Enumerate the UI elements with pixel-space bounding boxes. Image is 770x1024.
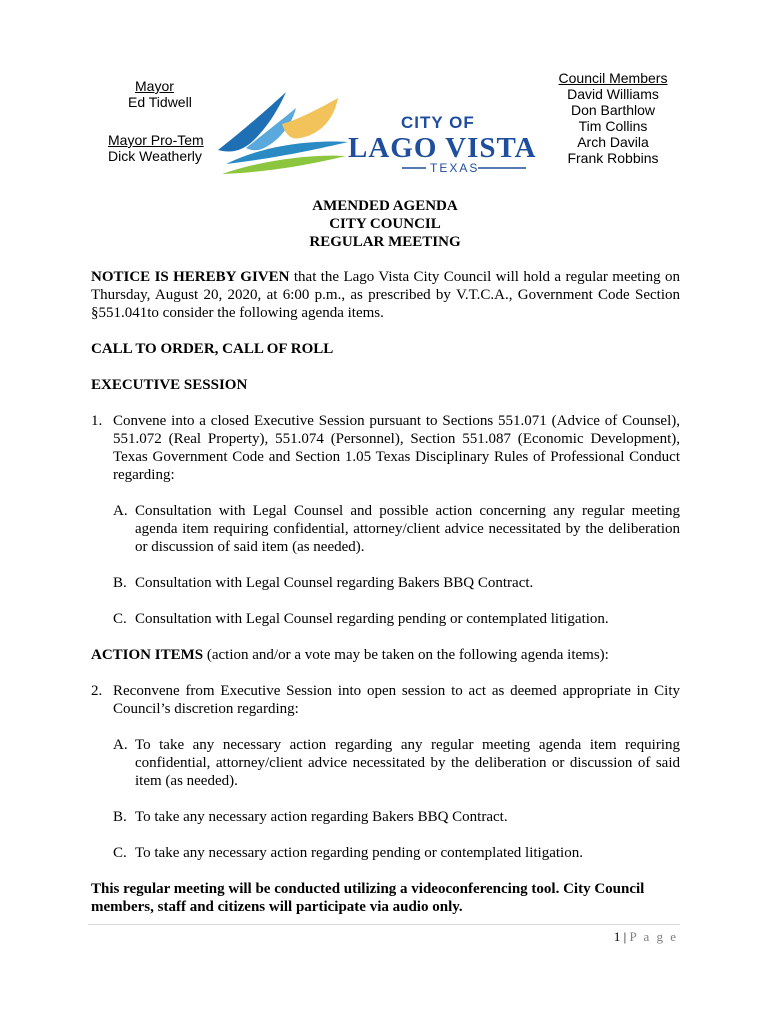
footer-divider — [88, 924, 680, 925]
agenda-title — [0, 197, 770, 251]
item-number: 2. — [91, 683, 103, 699]
agenda-body — [91, 268, 680, 916]
page-number: 1 — [613, 929, 621, 944]
notice-text: that the Lago Vista City Council will hold a regular meeting on Thursday, August 20, 2020, at 6:00 p.m., as prescribed by V.T.C.A., Government Code Section §551.041to consider the following agenda items. — [91, 269, 681, 321]
title-line-3: REGULAR MEETING — [309, 234, 461, 250]
logo-city-of: CITY OF — [401, 113, 475, 132]
council-member: Arch Davila — [577, 134, 649, 150]
call-to-order: CALL TO ORDER, CALL OF ROLL — [91, 341, 334, 357]
council-member: Frank Robbins — [567, 150, 659, 166]
officials-left — [108, 78, 218, 164]
executive-session-heading: EXECUTIVE SESSION — [91, 377, 248, 393]
agenda-subitem: A. To take any necessary action regarding any regular meeting agenda item requiring confidential, attorney/client advice necessitated by the deliberation or discussion of said item (as needed). — [113, 737, 680, 789]
council-title: Council Members — [558, 70, 668, 86]
agenda-item-2 — [91, 682, 680, 718]
logo-blue-swoosh — [218, 92, 286, 152]
mayor-pro-tem-title: Mayor Pro-Tem — [108, 132, 204, 148]
mayor-pro-tem-name: Dick Weatherly — [108, 148, 202, 164]
logo-state: TEXAS — [430, 161, 480, 175]
logo-city-name: LAGO VISTA — [348, 132, 537, 164]
agenda-subitem: C. Consultation with Legal Counsel regarding pending or contemplated litigation. — [113, 611, 609, 627]
council-member: Tim Collins — [578, 118, 648, 134]
agenda-subitem: B. Consultation with Legal Counsel regarding Bakers BBQ Contract. — [113, 575, 534, 591]
title-line-2: CITY COUNCIL — [329, 216, 441, 232]
page-footer — [614, 929, 678, 945]
council-member: Don Barthlow — [570, 102, 656, 118]
agenda-subitem: B. To take any necessary action regarding Bakers BBQ Contract. — [113, 809, 508, 825]
mayor-name: Ed Tidwell — [128, 94, 192, 110]
agenda-subitem: C. To take any necessary action regarding pending or contemplated litigation. — [113, 845, 583, 861]
item-text: Reconvene from Executive Session into open session to act as deemed appropriate in City Council’s discretion regarding: — [113, 683, 680, 717]
notice-paragraph — [91, 268, 680, 322]
item-text: Convene into a closed Executive Session pursuant to Sections 551.071 (Advice of Counsel), 551.072 (Real Property), 551.074 (Personnel), Section 551.087 (Economic Development), Texas Government Code and Section 1.05 Texas Disciplinary Rules of Professional Conduct regarding: — [113, 413, 680, 483]
closing-note: This regular meeting will be conducted utilizing a videoconferencing tool. City Council members, staff and citizens will participate via audio only. — [91, 881, 645, 915]
page-label: P a g e — [629, 929, 678, 944]
title-line-1: AMENDED AGENDA — [312, 198, 458, 214]
item-number: 1. — [91, 413, 103, 429]
page-separator: | — [620, 929, 630, 944]
council-members — [553, 70, 673, 166]
action-items-heading: ACTION ITEMS (action and/or a vote may be taken on the following agenda items): — [91, 647, 609, 663]
agenda-subitem: A. Consultation with Legal Counsel and possible action concerning any regular meeting agenda item requiring confidential, attorney/client advice necessitated by the deliberation or discussion of said item (as needed). — [113, 503, 680, 555]
mayor-title: Mayor — [135, 78, 174, 94]
agenda-item-1 — [91, 412, 680, 484]
council-member: David Williams — [567, 86, 659, 102]
notice-lead: NOTICE IS HEREBY GIVEN — [91, 269, 290, 285]
